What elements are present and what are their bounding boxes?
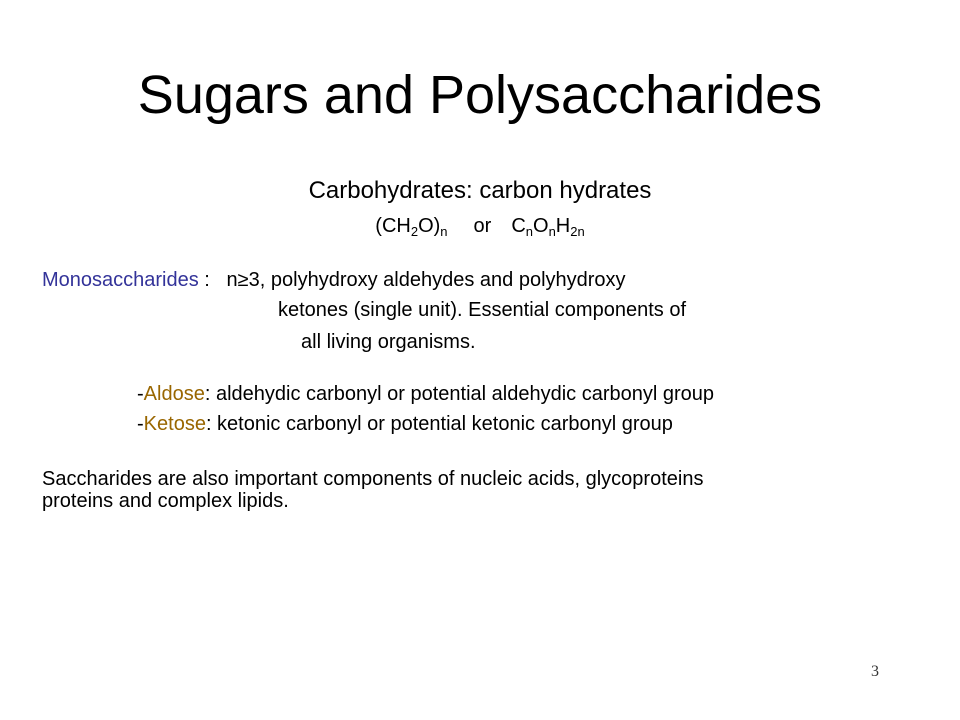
formula-1-open: (CH [375,215,411,237]
monosaccharides-line-3: all living organisms. [301,331,476,353]
formula-2-c: C [511,215,526,237]
formula-1-mid: O) [418,215,441,237]
ketose-dash: - [137,413,144,435]
formula-2-o: O [533,215,549,237]
monosaccharides-term: Monosaccharides [42,269,199,291]
monosaccharides-separator: : [198,269,227,291]
aldose-text: : aldehydic carbonyl or potential aldehydic carbonyl group [204,383,715,405]
ketose-term: Ketose [143,413,206,435]
formula-2-sub-c: n [525,224,533,239]
slide-subtitle: Carbohydrates: carbon hydrates [308,177,652,204]
saccharides-line-1: Saccharides are also important components of nucleic acids, glycoproteins [42,468,704,490]
formula-or: or [473,215,492,237]
monosaccharides-line-1 [42,266,922,294]
formula-2 [511,215,584,237]
saccharides-line-2: proteins and complex lipids. [42,490,289,512]
page-number: 3 [871,663,879,680]
monosaccharides-line-2: ketones (single unit). Essential components of [278,299,686,321]
aldose-dash: - [137,383,144,405]
aldose-line [137,380,714,408]
formula-1-sub-n: n [440,224,448,239]
saccharides-paragraph [42,468,922,512]
formula-line [0,212,960,240]
slide-title: Sugars and Polysaccharides [137,65,823,125]
ketose-text: : ketonic carbonyl or potential ketonic carbonyl group [205,413,673,435]
formula-2-h: H [555,215,571,237]
formula-2-sub-o: n [548,224,556,239]
formula-2-sub-h: 2n [570,224,585,239]
monosaccharides-text-1: n≥3, polyhydroxy aldehydes and polyhydroxy [226,269,626,291]
ketose-line [137,410,673,438]
formula-1-sub-2: 2 [410,224,419,239]
formula-1 [375,215,447,237]
monosaccharides-definition [42,266,922,356]
aldose-term: Aldose [143,383,205,405]
